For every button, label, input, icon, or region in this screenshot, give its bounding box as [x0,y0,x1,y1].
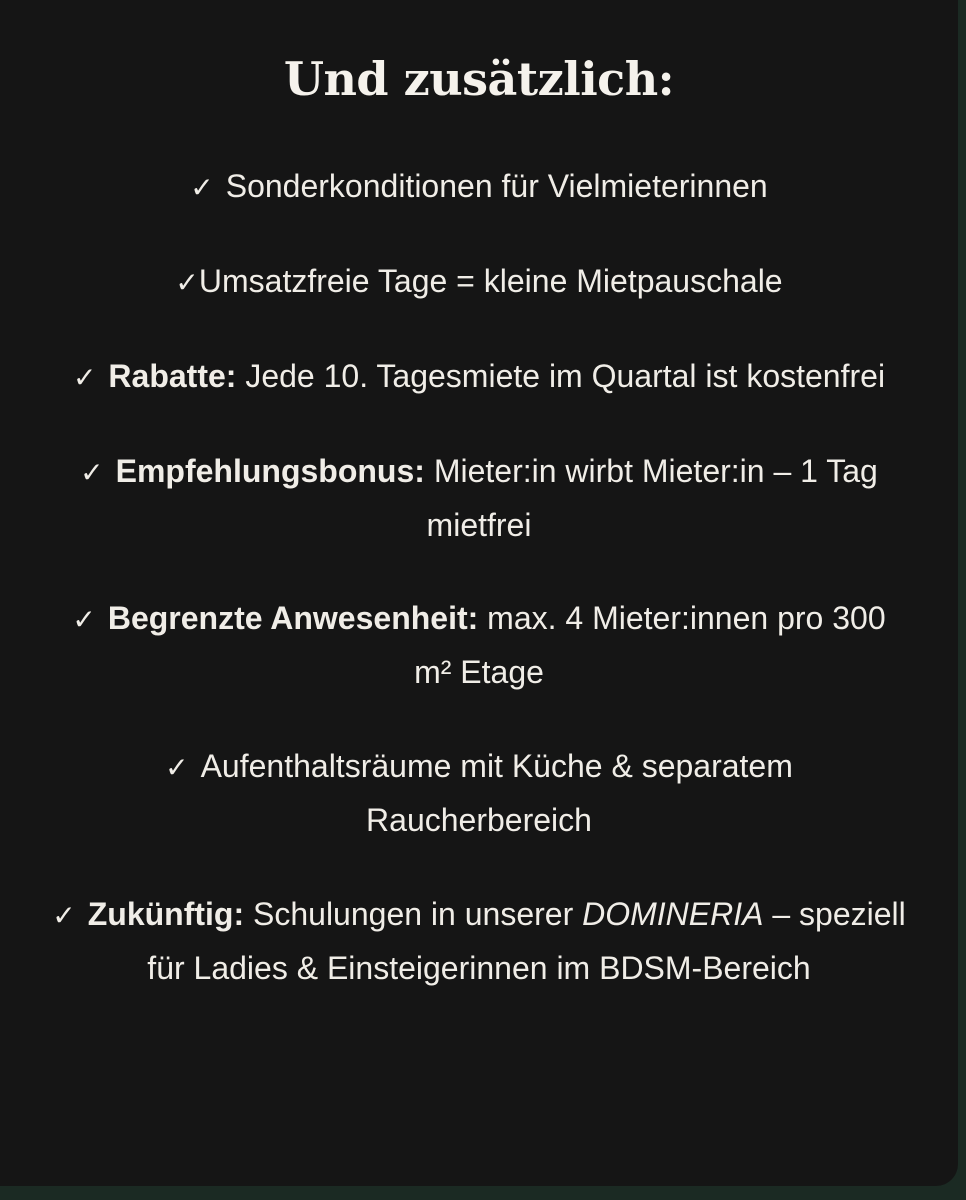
brand-name: DOMINERIA [582,896,764,932]
benefit-item-lounges [50,740,908,847]
check-icon: ✓ [165,751,189,784]
benefit-item-revenue-free-days [50,255,908,309]
check-icon: ✓ [72,361,97,394]
benefit-item-discounts [50,350,908,404]
benefits-list [50,160,908,1036]
benefit-text: Sonderkonditionen für Vielmieterinnen [225,168,768,204]
benefit-text: – speziell für Ladies & Einsteigerinnen im BDSM-Bereich [147,896,906,986]
benefit-text: Schulungen in unserer [253,896,574,932]
benefit-text: Mieter:in wirbt Mieter:in – 1 Tag mietfrei [426,453,878,543]
benefit-text: Umsatzfreie Tage = kleine Mietpauschale [198,263,783,299]
benefit-text: Aufenthaltsräume mit Küche & separatem Raucherbereich [200,748,793,838]
benefit-item-special-conditions [50,160,908,214]
benefit-text: Jede 10. Tagesmiete im Quartal ist kostenfrei [245,358,886,394]
benefit-item-referral-bonus [50,445,908,552]
benefit-item-limited-attendance [50,592,908,699]
check-icon: ✓ [190,171,214,204]
benefit-item-future-trainings [50,888,908,995]
check-icon: ✓ [72,603,96,636]
benefit-lead: Empfehlungsbonus: [115,453,425,489]
check-icon: ✓ [52,899,76,932]
benefit-lead: Rabatte: [108,358,237,394]
benefit-lead: Begrenzte Anwesenheit: [107,600,479,636]
section-heading: Und zusätzlich: [283,52,675,106]
benefit-lead: Zukünftig: [87,896,245,932]
benefit-text: max. 4 Mieter:innen pro 300 m² Etage [414,600,886,690]
check-icon: ✓ [175,266,199,299]
check-icon: ✓ [80,456,104,489]
